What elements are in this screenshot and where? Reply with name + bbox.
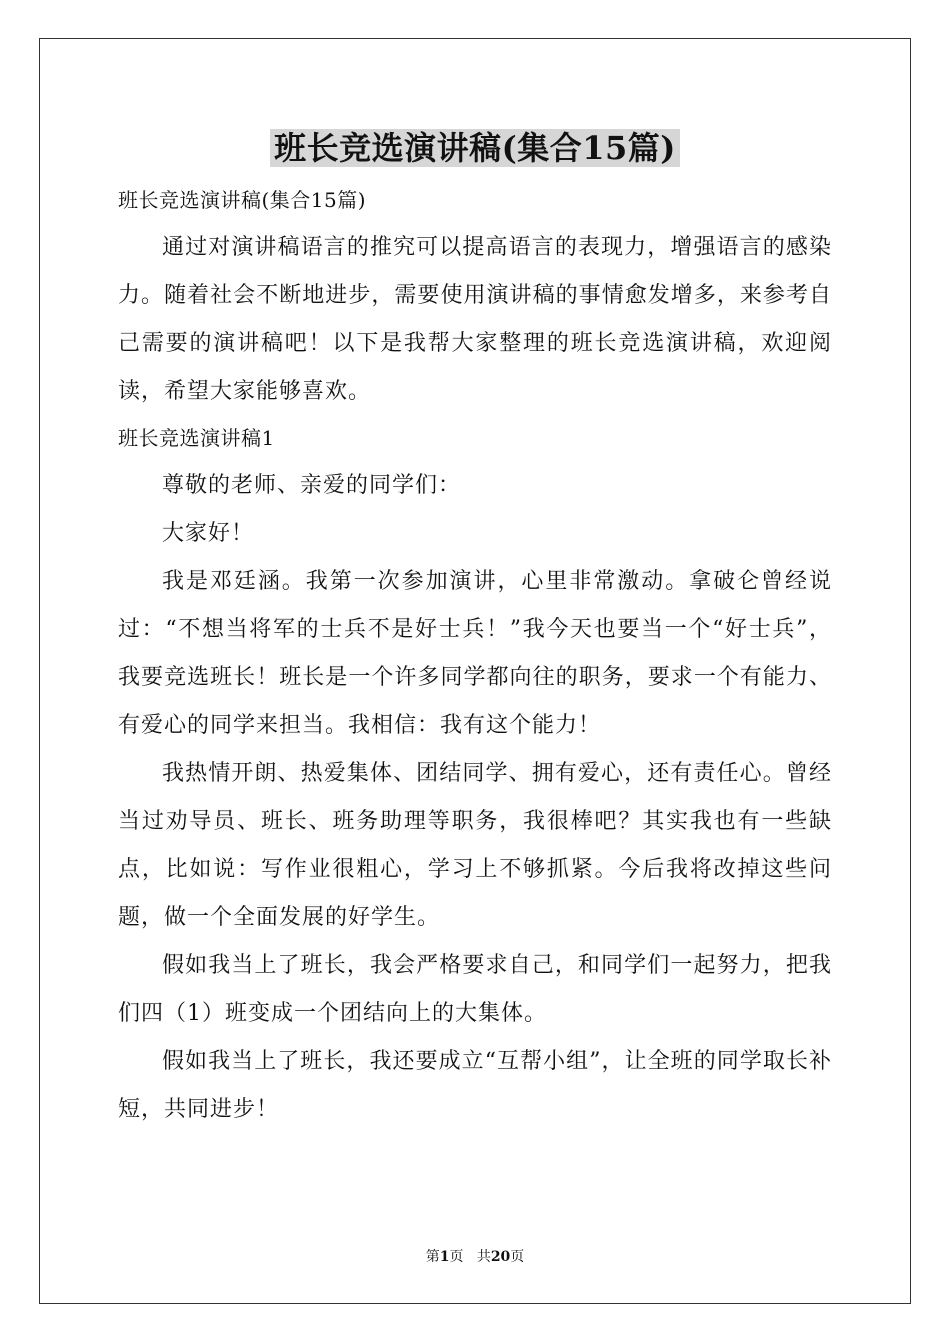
paragraph-promise-2: 假如我当上了班长，我还要成立“互帮小组”，让全班的同学取长补短，共同进步！ [118, 1049, 832, 1122]
document-body [118, 180, 832, 1134]
paragraph-qualities: 我热情开朗、热爱集体、团结同学、拥有爱心，还有责任心。曾经当过劝导员、班长、班务助理等职务，我很棒吧？其实我也有一些缺点，比如说：写作业很粗心，学习上不够抓紧。今后我将改掉这些问题，做一个全面发展的好学生。 [118, 761, 832, 930]
footer-page-prefix: 第 [425, 1249, 440, 1265]
page-footer [0, 1247, 950, 1267]
paragraph-greeting: 尊敬的老师、亲爱的同学们： [162, 473, 462, 498]
footer-total-prefix: 共 [476, 1249, 491, 1265]
paragraph-promise-1: 假如我当上了班长，我会严格要求自己，和同学们一起努力，把我们四（1）班变成一个团结向上的大集体。 [118, 953, 832, 1026]
footer-page-number: 1 [439, 1249, 450, 1265]
intro-paragraph: 通过对演讲稿语言的推究可以提高语言的表现力，增强语言的感染力。随着社会不断地进步，需要使用演讲稿的事情愈发增多，来参考自己需要的演讲稿吧！以下是我帮大家整理的班长竞选演讲稿，欢迎阅读，希望大家能够喜欢。 [118, 235, 832, 404]
paragraph-hello: 大家好！ [162, 521, 255, 546]
document-title [0, 126, 950, 170]
footer-total-pages: 20 [490, 1249, 511, 1265]
footer-total-suffix: 页 [510, 1249, 525, 1265]
document-title-text: 班长竞选演讲稿(集合15篇) [270, 129, 680, 167]
section-heading: 班长竞选演讲稿1 [118, 426, 275, 450]
paragraph-introduction: 我是邓廷涵。我第一次参加演讲，心里非常激动。拿破仑曾经说过：“不想当将军的士兵不是好士兵！”我今天也要当一个“好士兵”，我要竞选班长！班长是一个许多同学都向往的职务，要求一个有能力、有爱心的同学来担当。我相信：我有这个能力！ [118, 569, 832, 738]
footer-page-suffix: 页 [449, 1249, 464, 1265]
document-subtitle: 班长竞选演讲稿(集合15篇) [118, 188, 367, 212]
